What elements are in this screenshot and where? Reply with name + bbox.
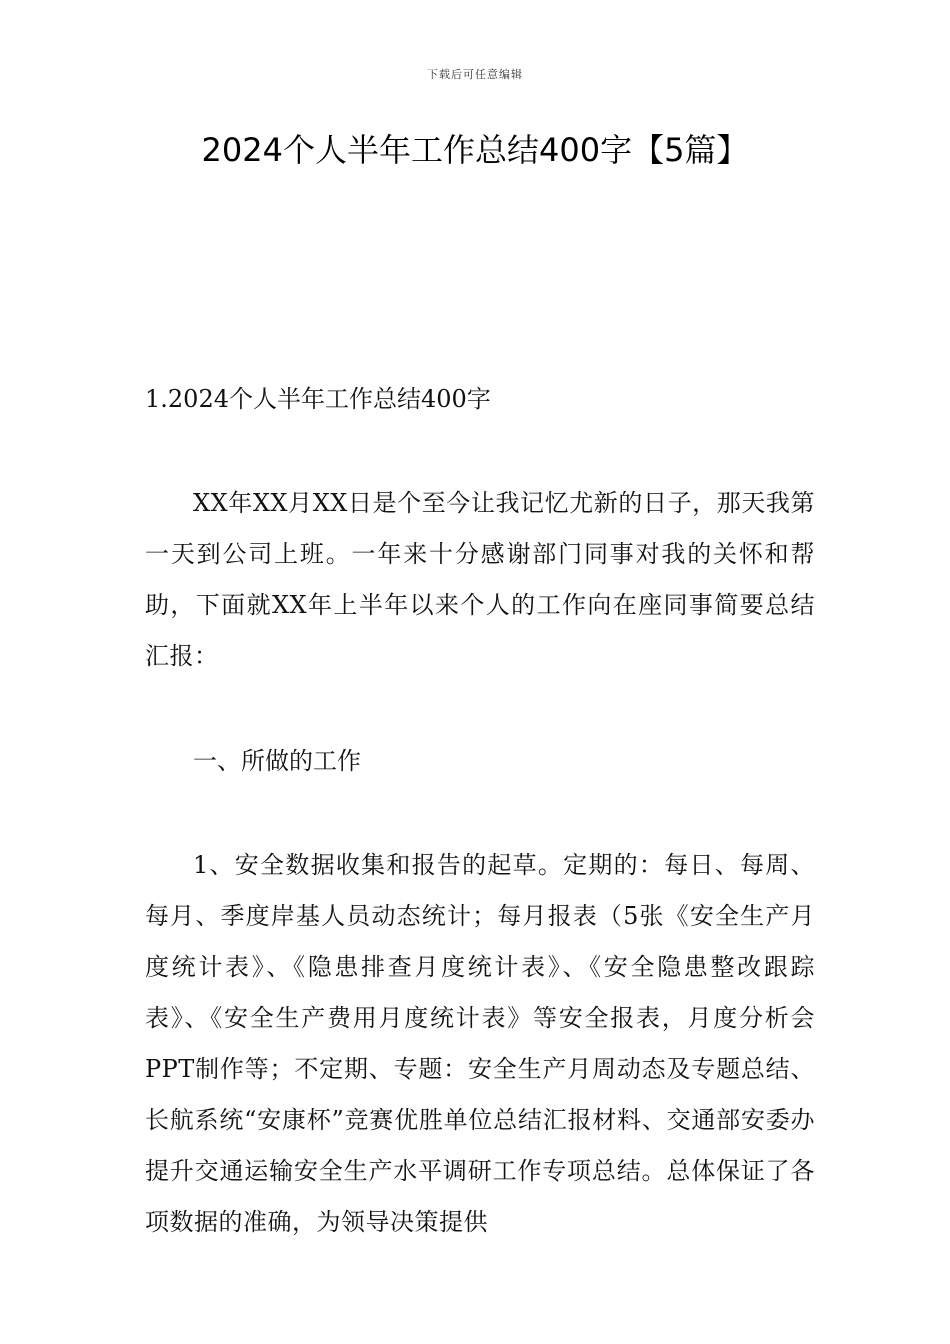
item-paragraph: 1、安全数据收集和报告的起草。定期的：每日、每周、每月、季度岸基人员动态统计；每月报表（5张《安全生产月度统计表》、《隐患排查月度统计表》、《安全隐患整改跟踪表》、《安全生产费用月度统计表》等安全报表，月度分析会PPT制作等；不定期、专题：安全生产月周动态及专题总结、长航系统“安康杯”竞赛优胜单位总结汇报材料、交通部安委办提升交通运输安全生产水平调研工作专项总结。总体保证了各项数据的准确，为领导决策提供 [145,851,815,1236]
header-note: 下载后可任意编辑 [427,68,523,81]
part-heading: 一、所做的工作 [193,747,361,775]
intro-paragraph: XX年XX月XX日是个至今让我记忆尤新的日子，那天我第一天到公司上班。一年来十分感谢部门同事对我的关怀和帮助，下面就XX年上半年以来个人的工作向在座同事简要总结汇报： [145,489,815,670]
section-heading: 1.2024个人半年工作总结400字 [145,385,491,413]
document-body [145,376,815,1304]
document-title: 2024个人半年工作总结400字【5篇】 [201,131,749,169]
